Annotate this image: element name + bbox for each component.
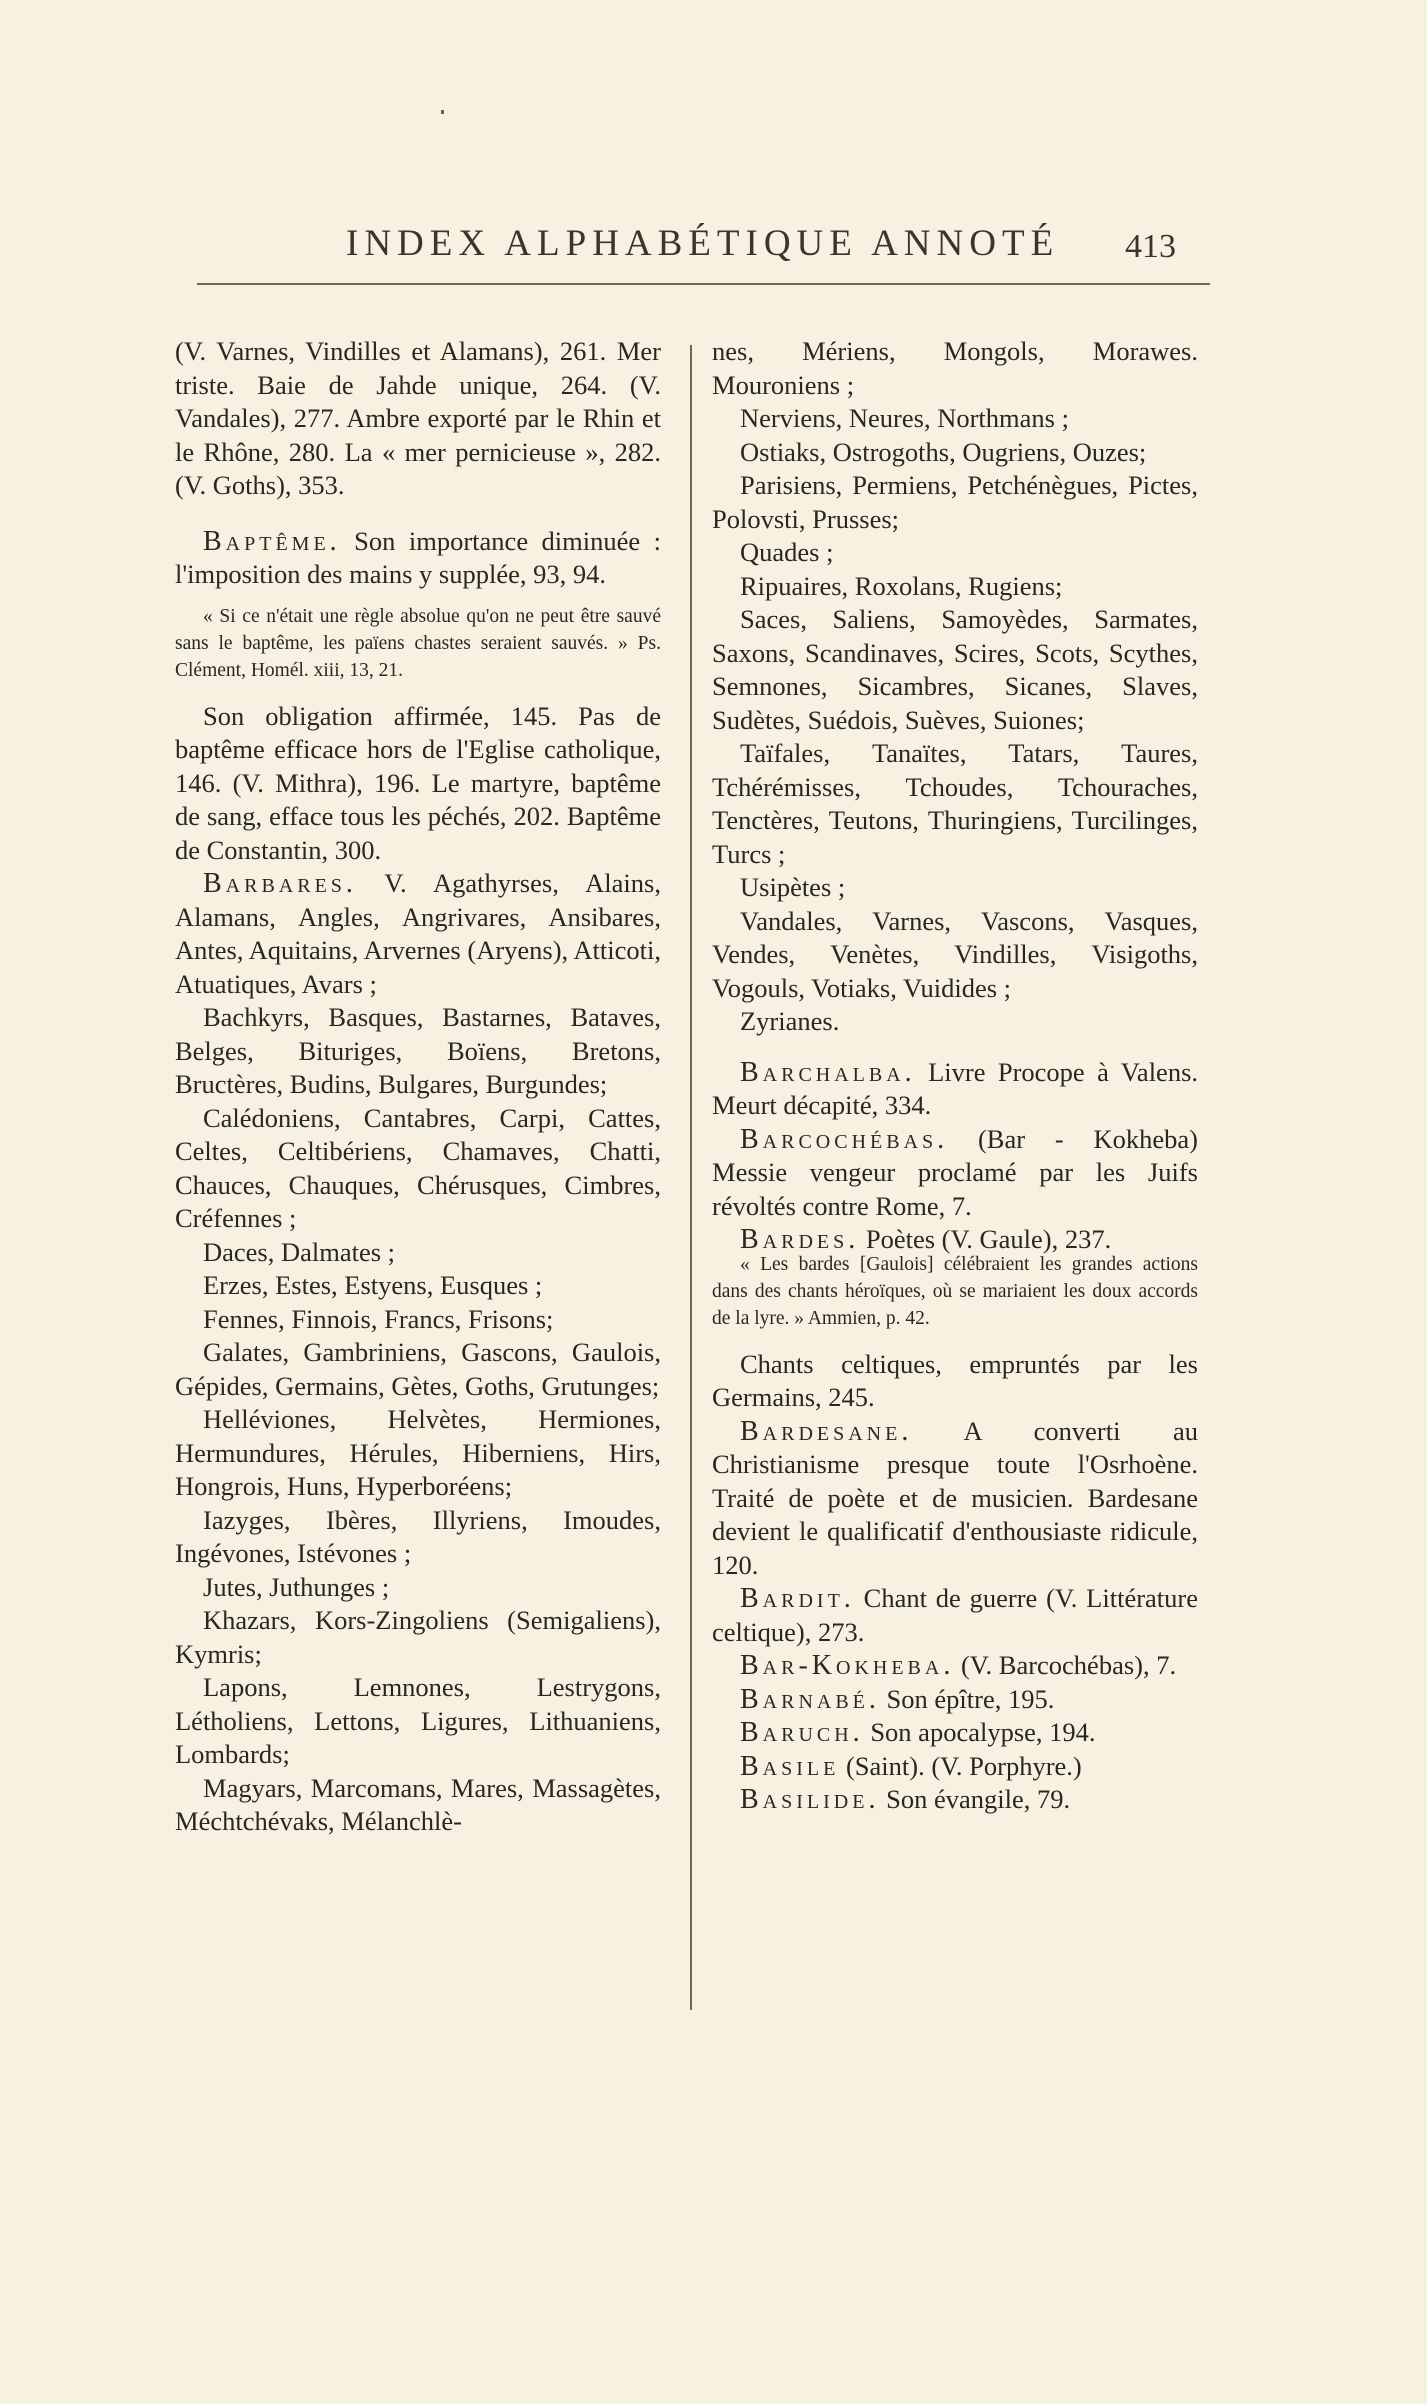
list-item: Usipètes ; [740, 872, 846, 902]
list-item: Khazars, Kors-Zingoliens (Semigaliens), Kymris; [175, 1605, 661, 1669]
intro-continuation: (V. Varnes, Vindilles et Alamans), 261. Mer triste. Baie de Jahde unique, 264. (V. Vandales), 277. Ambre exporté par le Rhin et le Rhône, 280. La « mer pernicieuse », 282. (V. Goths), 353. [175, 336, 661, 500]
list-item: Nerviens, Neures, Northmans ; [740, 403, 1069, 433]
header-rule [197, 283, 1210, 285]
entry-bapteme [175, 525, 661, 592]
entry-text: A converti au Christianisme presque toute l'Osrhoène. Traité de poète et de musicien. Bardesane devient le qualificatif d'enthousiaste ridicule, 120. [712, 1415, 1199, 1580]
list-item: Lapons, Lemnones, Lestrygons, Létholiens, Lettons, Ligures, Lithuaniens, Lombards; [175, 1672, 661, 1769]
headword: Baruch. [740, 1717, 864, 1748]
headword: Bardesane. [740, 1415, 913, 1447]
entry-text: Chants celtiques, empruntés par les Germains, 245. [712, 1348, 1198, 1412]
headword: Barnabé. [740, 1683, 880, 1715]
headword: Basilide. [740, 1784, 880, 1815]
page-title: INDEX ALPHABÉTIQUE ANNOTÉ [346, 223, 1060, 264]
entry-barnabe [712, 1683, 1198, 1717]
headword: Basile [740, 1750, 840, 1782]
list-item: Magyars, Marcomans, Mares, Massagètes, Méchtchévaks, Mélanchlè- [175, 1772, 661, 1836]
list-item: Erzes, Estes, Estyens, Eusques ; [203, 1270, 543, 1300]
entry-text: Chant de guerre (V. Littérature celtique), 273. [712, 1583, 1199, 1647]
headword: Baptême. [203, 525, 341, 557]
list-item: Iazyges, Ibères, Illyriens, Imoudes, Ingévones, Istévones ; [175, 1504, 661, 1568]
list-item: Vandales, Varnes, Vascons, Vasques, Vendes, Venètes, Vindilles, Visigoths, Vogouls, Votiaks, Vuidides ; [712, 905, 1198, 1003]
list-item: Daces, Dalmates ; [203, 1236, 396, 1267]
entry-text: Son évangile, 79. [886, 1784, 1071, 1814]
entry-text: Livre Procope à Valens. Meurt décapité, 334. [712, 1056, 1199, 1120]
quotation: « Si ce n'était une règle absolue qu'on ne peut être sauvé sans le baptême, les païens chastes seraient sauvés. » Ps. Clément, Homél. xiii, 13, 21. [175, 605, 661, 681]
list-item: Calédoniens, Cantabres, Carpi, Cattes, Celtes, Celtibériens, Chamaves, Chatti, Chauces, Chauques, Chérusques, Cimbres, Créfennes ; [175, 1102, 661, 1233]
entry-text: Son épître, 195. [886, 1683, 1055, 1714]
entry-barchalba [712, 1056, 1198, 1123]
ink-speck [441, 110, 444, 114]
list-item: Parisiens, Permiens, Petchénègues, Pictes, Polovsti, Prusses; [712, 470, 1198, 534]
entry-bardesane [712, 1415, 1198, 1583]
list-item: Jutes, Juthunges ; [203, 1571, 390, 1602]
entry-basile [712, 1750, 1198, 1784]
list-item: Helléviones, Helvètes, Hermiones, Hermundures, Hérules, Hiberniens, Hirs, Hongrois, Huns, Hyperboréens; [175, 1404, 661, 1501]
quotation: « Les bardes [Gaulois] célébraient les grandes actions dans des chants héroïques, où se mariaient les doux accords de la lyre. » Ammien, p. 42. [712, 1253, 1198, 1329]
left-column [175, 335, 661, 1839]
entry-bardit [712, 1582, 1198, 1649]
list-item: Ripuaires, Roxolans, Rugiens; [740, 570, 1063, 601]
entry-text: (Bar - Kokheba) Messie vengeur proclamé par les Juifs révoltés contre Rome, 7. [712, 1123, 1198, 1221]
entry-barcochebas [712, 1123, 1198, 1224]
page-number: 413 [1125, 228, 1176, 265]
entry-text: Son obligation affirmée, 145. Pas de baptême efficace hors de l'Eglise catholique, 146. (V. Mithra), 196. Le martyre, baptême de sang, efface tous les péchés, 202. Baptême de Constantin, 300. [175, 700, 661, 865]
list-item: Quades ; [740, 537, 834, 567]
headword: Bardes. [740, 1224, 860, 1255]
entry-baruch [712, 1716, 1198, 1750]
list-item: Taïfales, Tanaïtes, Tatars, Taures, Tchérémisses, Tchoudes, Tchouraches, Tenctères, Teutons, Thuringiens, Turcilinges, Turcs ; [712, 738, 1198, 869]
list-item: Fennes, Finnois, Francs, Frisons; [203, 1303, 554, 1334]
headword: Barbares. [203, 868, 357, 899]
list-item: Bachkyrs, Basques, Bastarnes, Bataves, Belges, Bituriges, Boïens, Bretons, Bructères, Budins, Bulgares, Burgundes; [175, 1002, 661, 1099]
entry-text: V. Agathyrses, Alains, Alamans, Angles, Angrivares, Ansibares, Antes, Aquitains, Arvernes (Aryens), Atticoti, Atuatiques, Avars ; [175, 868, 661, 999]
headword: Bar-Kokheba. [740, 1650, 955, 1681]
entry-barbares-continued [712, 335, 1198, 1039]
list-item: Galates, Gambriniens, Gascons, Gaulois, Gépides, Germains, Gètes, Goths, Grutunges; [175, 1337, 661, 1401]
entry-barbares [175, 867, 661, 1839]
entry-text: (V. Barcochébas), 7. [960, 1650, 1177, 1680]
entry-text: Son importance diminuée : l'imposition des mains y supplée, 93, 94. [175, 525, 662, 589]
list-item: Ostiaks, Ostrogoths, Ougriens, Ouzes; [740, 436, 1147, 467]
headword: Barchalba. [740, 1056, 916, 1088]
entry-bar-kokheba [712, 1649, 1198, 1683]
running-header [0, 222, 1427, 272]
headword: Bardit. [740, 1583, 855, 1614]
list-item: Saces, Saliens, Samoyèdes, Sarmates, Saxons, Scandinaves, Scires, Scots, Scythes, Semnones, Sicambres, Sicanes, Slaves, Sudètes, Suédois, Suèves, Suiones; [712, 604, 1198, 735]
column-divider [690, 345, 692, 2010]
entry-text: Son apocalypse, 194. [870, 1717, 1096, 1747]
entry-text: Poètes (V. Gaule), 237. [865, 1224, 1112, 1254]
list-item: Zyrianes. [740, 1006, 840, 1036]
entry-text: (Saint). (V. Porphyre.) [845, 1750, 1082, 1781]
headword: Barcochébas. [740, 1123, 949, 1155]
right-column [712, 335, 1198, 1817]
entry-basilide [712, 1783, 1198, 1817]
list-item: nes, Mériens, Mongols, Morawes. Mouroniens ; [712, 336, 1198, 400]
